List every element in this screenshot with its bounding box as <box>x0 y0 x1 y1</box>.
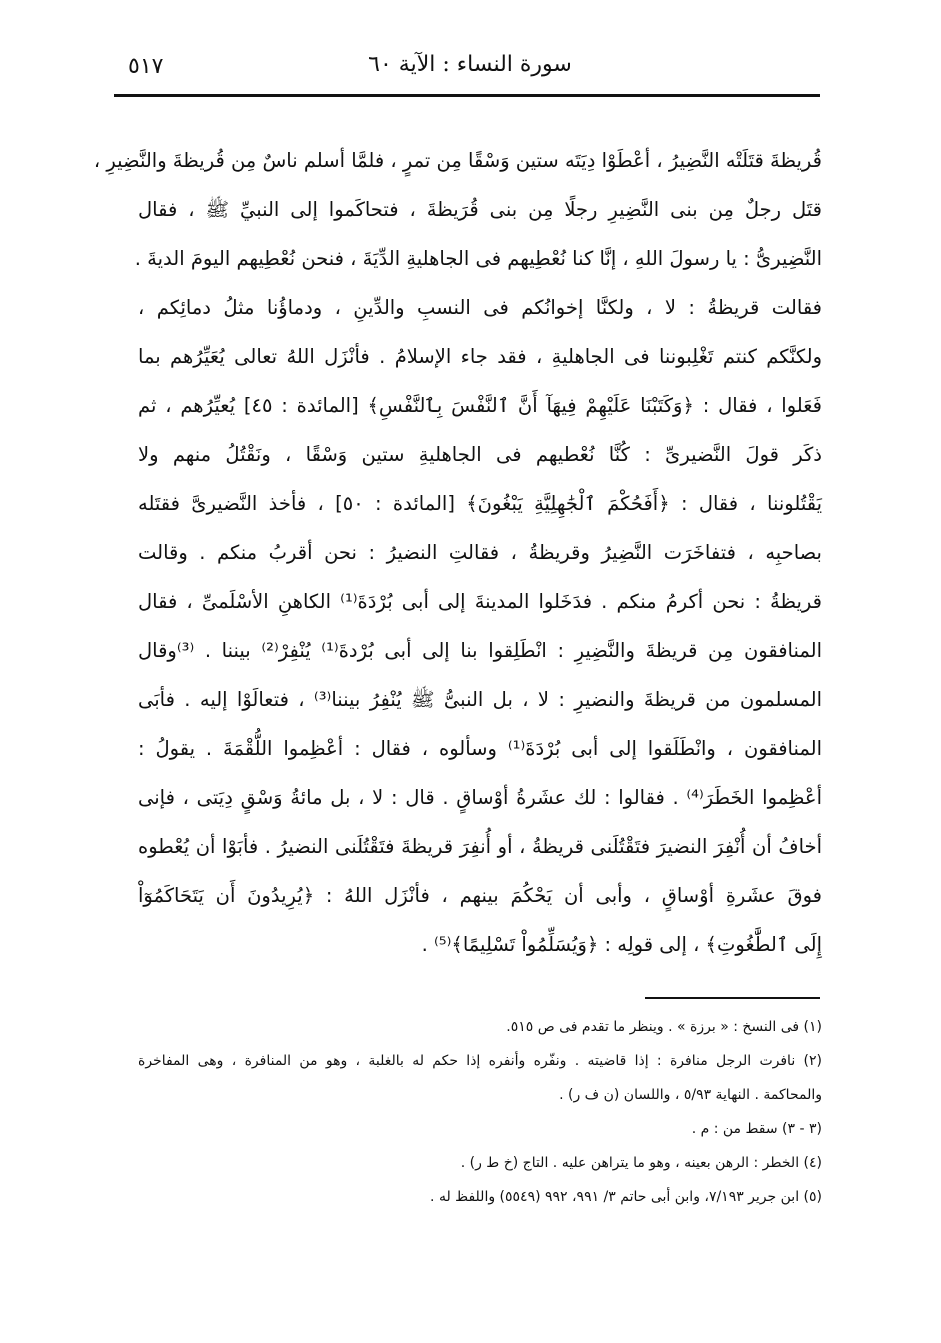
footnote: (٥) ابن جرير ٧/١٩٣، وابن أبى حاتم ٣/ ٩٩١، ٩٩٢ (٥٥٤٩) واللفظ له . <box>430 1189 822 1205</box>
text-line: بصاحبِه ، فتفاخَرَت النَّضِيرُ وقريظةُ ، فقالتِ النضيرُ : نحن أقربُ منكم . وقالت <box>138 541 822 564</box>
text-line: أخافُ أن أُنْفِرَ النضيرَ فتَقْتُلَنى قريظةُ ، أو أُنفِرَ قريظةَ فتَقْتُلَنى النضيرُ . فأبَوْا أن يُعْطوه <box>138 835 822 858</box>
text-line: فوقَ عشَرةِ أوْساقٍ ، وأبى أن يَحْكُمَ بينهم ، فأنْزَل اللهُ : ﴿يُرِيدُونَ أَن يَتَحَاكَمُوٓاْ <box>138 884 822 907</box>
page-number: ٥١٧ <box>128 54 164 79</box>
text-line: النَّضِيرىُّ : يا رسولَ اللهِ ، إنَّا كنا نُعْطِيهم فى الجاهليةِ الدِّيَةَ ، فنحن نُعْطِيهم اليومَ الديةَ . <box>134 247 822 270</box>
text-line: إِلَى ٱلطَّٰغُوتِ﴾ ، إلى قولِه : ﴿وَيُسَلِّمُواْ تَسْلِيمًا﴾⁽⁵⁾ . <box>421 933 822 956</box>
text-line: فقالت قريظةُ : لا ، ولكنَّا إخوانُكم فى النسبِ والدِّينِ ، ودماؤُنا مثلُ دمائِكم ، <box>138 296 822 319</box>
footnotes <box>138 1010 822 1214</box>
footnote: (١) فى النسخ : « برزة » . وينظر ما تقدم فى ص ٥١٥. <box>506 1019 822 1035</box>
footnote-continuation: والمحاكمة . النهاية ٥/٩٣ ، واللسان (ن ف ر) . <box>559 1087 822 1103</box>
header-rule <box>114 94 820 97</box>
text-line: قريظةُ : نحن أكرمُ منكم . فدَخَلوا المدينةَ إلى أبى بُرْدَةَ⁽¹⁾ الكاهنِ الأسْلَمىِّ ، فقال <box>138 590 822 613</box>
text-line: قُريظةَ قتَلَتْه النَّضِيرُ ، أعْطَوْا دِيَتَه ستين وَسْقًا مِن تمرٍ ، فلمَّا أسلم ناسٌ مِن قُريظةَ والنَّضِيرِ ، <box>93 149 822 172</box>
text-line: فَعَلوا ، فقال : ﴿وَكَتَبْنَا عَلَيْهِمْ فِيهَآ أَنَّ ٱلنَّفْسَ بِٱلنَّفْسِ﴾ [المائدة : ٤٥] يُعيِّرُهم ، ثم <box>138 394 822 417</box>
running-header-title: سورة النساء : الآية ٦٠ <box>368 52 572 77</box>
text-line: ولكنَّكم كنتم تَغْلِبوننا فى الجاهليةِ ، فقد جاء الإسلامُ . فأنْزَل اللهُ تعالى يُعَيِّرُهم بما <box>138 345 822 368</box>
text-line: قتَل رجلٌ مِن بنى النَّضِيرِ رجلًا مِن بنى قُرَيظةَ ، فتحاكَموا إلى النبيِّ ﷺ ، فقال <box>138 198 822 221</box>
main-text <box>93 136 823 969</box>
footnote: (٣ - ٣) سقط من : م . <box>691 1121 822 1137</box>
footnote-separator <box>645 997 820 999</box>
text-line: المنافقون ، وانْطَلَقوا إلى أبى بُرْدَةَ⁽¹⁾ وسألوه ، فقال : أعْظِموا اللُّقْمَةَ . يقولُ : <box>138 737 823 760</box>
text-line: أعْظِموا الخَطَرَ⁽⁴⁾ . فقالوا : لك عشَرةُ أوْساقٍ . قال : لا ، بل مائةُ وَسْقٍ دِيَتى ، فإنى <box>138 786 822 809</box>
text-line: يَقْتُلوننا ، فقال : ﴿أَفَحُكْمَ ٱلْجَٰهِلِيَّةِ يَبْغُونَ﴾ [المائدة : ٥٠] ، فأخذ النَّضيرىَّ فقتَله <box>138 492 822 515</box>
text-line: المنافقون مِن قريظةَ والنَّضِيرِ : انْطَلِقوا بنا إلى أبى بُرْدةَ⁽¹⁾ يُنْفِرْ⁽²⁾ بيننا . ⁽³⁾وقال <box>138 639 822 662</box>
footnote: (٤) الخطر : الرهن بعينه ، وهو ما يتراهن عليه . التاج (خ ط ر) . <box>460 1155 822 1171</box>
text-line: المسلمون من قريظةَ والنضيرِ : لا ، بل النبىُّ ﷺ يُنْفِرُ بيننا⁽³⁾ ، فتعالَوْا إليه . فأبَى <box>138 688 822 711</box>
text-line: ذكَر قولَ النَّضيرىِّ : كُنَّا نُعْطيهم فى الجاهليةِ ستين وَسْقًا ، ونَقْتُلُ منهم ولا <box>138 443 822 466</box>
footnote: (٢) نافرت الرجل منافرة : إذا قاضيته . ونفّره وأنفره إذا حكم له بالغلبة ، وهو من المنافرة ، وهى المفاخرة <box>138 1053 822 1069</box>
